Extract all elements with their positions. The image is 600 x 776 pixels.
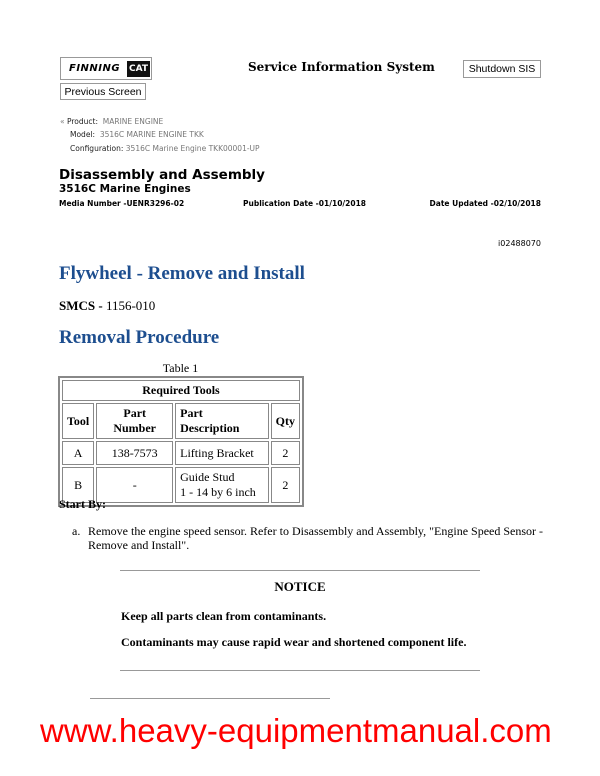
col-part-number: Part Number <box>96 403 173 439</box>
cell: Guide Stud <box>180 470 235 484</box>
breadcrumb-model <box>70 130 204 139</box>
notice-line-2: Contaminants may cause rapid wear and shortened component life. <box>121 635 467 649</box>
cell: Lifting Bracket <box>175 441 269 465</box>
publication-date: Publication Date -01/10/2018 <box>243 199 367 208</box>
smcs-code: 1156-010 <box>105 298 156 313</box>
table-caption: Table 1 <box>162 361 199 375</box>
table-title: Required Tools <box>62 380 300 401</box>
col-qty: Qty <box>271 403 300 439</box>
finning-cat-logo <box>60 57 152 80</box>
product-value: MARINE ENGINE <box>102 117 164 126</box>
model-label: Model: <box>70 130 96 139</box>
cell: 2 <box>271 467 300 503</box>
product-label: Product: <box>66 117 98 126</box>
breadcrumb-config <box>70 144 260 153</box>
back-icon[interactable]: « <box>60 117 65 126</box>
logo-text: FINNING <box>69 63 121 74</box>
smcs <box>59 298 155 314</box>
doc-title: Disassembly and Assembly <box>59 167 265 183</box>
config-label: Configuration: <box>70 144 124 153</box>
divider <box>90 698 330 699</box>
section-heading: Removal Procedure <box>59 327 220 348</box>
divider <box>120 570 480 571</box>
col-description: Part Description <box>175 403 269 439</box>
app-title: Service Information System <box>248 60 435 74</box>
page-heading: Flywheel - Remove and Install <box>59 263 305 284</box>
previous-screen-button[interactable]: Previous Screen <box>60 83 146 100</box>
notice-title: NOTICE <box>274 579 326 594</box>
date-updated: Date Updated -02/10/2018 <box>429 199 541 208</box>
media-number: Media Number -UENR3296-02 <box>59 199 185 208</box>
required-tools-table <box>58 376 304 507</box>
table-row <box>62 441 300 465</box>
start-by-label: Start By: <box>59 497 106 511</box>
notice-line-1: Keep all parts clean from contaminants. <box>121 609 327 623</box>
cell: A <box>62 441 94 465</box>
shutdown-sis-button[interactable]: Shutdown SIS <box>463 60 541 78</box>
doc-subtitle: 3516C Marine Engines <box>59 183 191 195</box>
col-tool: Tool <box>62 403 94 439</box>
model-value: 3516C MARINE ENGINE TKK <box>99 130 204 139</box>
step-marker: a. <box>72 524 81 538</box>
cell: 2 <box>271 441 300 465</box>
cat-logo: CAT <box>127 61 150 77</box>
doc-id: i02488070 <box>498 239 541 248</box>
divider <box>120 670 480 671</box>
cell: 138-7573 <box>96 441 173 465</box>
smcs-label: SMCS - <box>59 298 103 313</box>
step-text: Remove the engine speed sensor. Refer to Disassembly and Assembly, "Engine Speed Sensor - Remove and Install". <box>88 524 544 552</box>
cell: - <box>96 467 173 503</box>
config-value: 3516C Marine Engine TKK00001-UP <box>125 144 260 153</box>
breadcrumb-product[interactable] <box>60 117 163 126</box>
cell: 1 - 14 by 6 inch <box>180 485 256 499</box>
watermark: www.heavy-equipmentmanual.com <box>40 712 552 749</box>
cell: B <box>62 467 94 503</box>
